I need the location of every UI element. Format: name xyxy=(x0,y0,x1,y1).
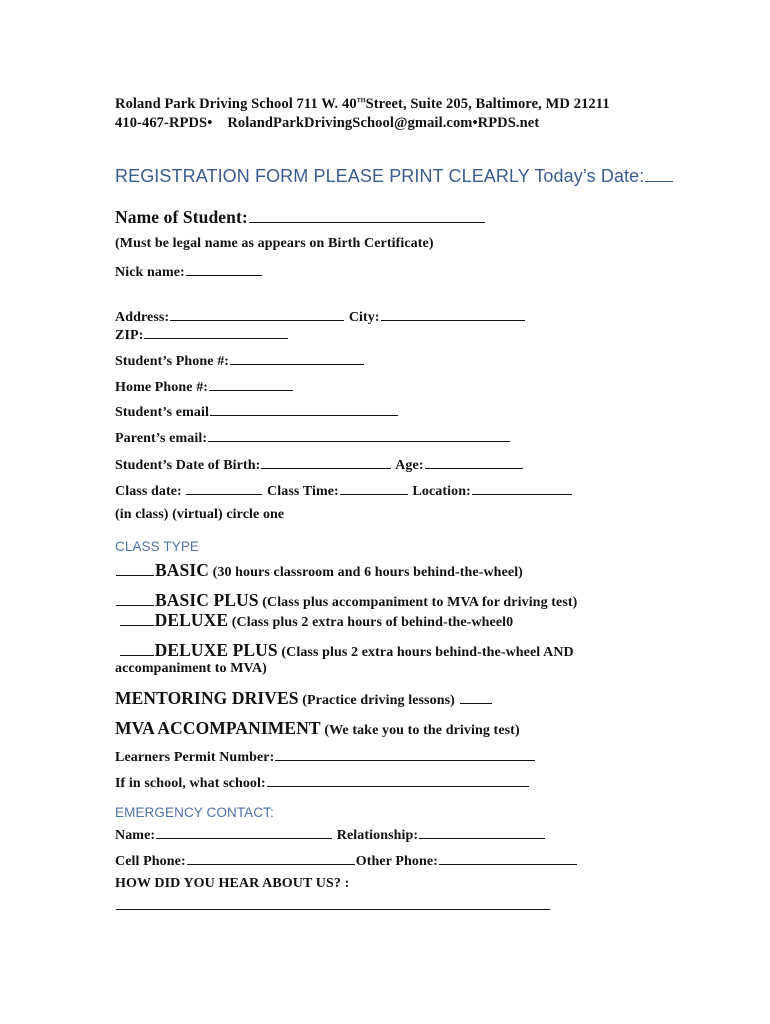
student-phone-blank[interactable] xyxy=(230,351,364,365)
class-type-heading: CLASS TYPE xyxy=(115,539,200,554)
mentoring-label: MENTORING DRIVES xyxy=(115,688,299,708)
location-blank[interactable] xyxy=(472,481,572,495)
address-blank[interactable] xyxy=(170,307,344,321)
location-label: Location: xyxy=(412,484,471,499)
class-schedule-row xyxy=(115,481,573,500)
address-row xyxy=(115,307,526,326)
zip-row xyxy=(115,325,289,344)
student-email-blank[interactable] xyxy=(210,402,398,416)
other-phone-label: Other Phone: xyxy=(355,854,438,869)
parent-email-blank[interactable] xyxy=(208,428,510,442)
option-basic xyxy=(115,560,523,581)
school-email-web: RolandParkDrivingSchool@gmail.com•RPDS.net xyxy=(227,115,540,131)
address-text: Roland Park Driving School 711 W. 40 xyxy=(115,96,357,112)
option-basic-plus xyxy=(115,590,577,611)
deluxe-plus-desc-cont: accompaniment to MVA) xyxy=(115,661,267,676)
zip-label: ZIP: xyxy=(115,328,144,343)
option-mva xyxy=(115,718,520,739)
other-phone-blank[interactable] xyxy=(439,851,577,865)
dob-row xyxy=(115,455,524,474)
cell-phone-blank[interactable] xyxy=(187,851,355,865)
basic-plus-desc: (Class plus accompaniment to MVA for driving test) xyxy=(262,595,578,610)
student-name-row xyxy=(115,207,486,228)
emergency-name-label: Name: xyxy=(115,828,156,843)
mentoring-blank[interactable] xyxy=(460,690,492,704)
cell-phone-label: Cell Phone: xyxy=(115,854,186,869)
school-row xyxy=(115,773,530,792)
nick-name-blank[interactable] xyxy=(186,262,262,276)
hear-about-us-row xyxy=(115,896,551,915)
address-superscript: TH xyxy=(356,98,366,105)
deluxe-plus-label: DELUXE PLUS xyxy=(154,640,278,660)
hear-about-us-label: HOW DID YOU HEAR ABOUT US? : xyxy=(115,876,350,891)
school-blank[interactable] xyxy=(267,773,529,787)
class-time-label: Class Time: xyxy=(267,484,339,499)
city-label: City: xyxy=(348,310,380,325)
todays-date-blank[interactable] xyxy=(645,168,673,182)
student-name-blank[interactable] xyxy=(249,209,485,223)
relationship-label: Relationship: xyxy=(336,828,419,843)
zip-blank[interactable] xyxy=(144,325,288,339)
option-deluxe-plus xyxy=(115,640,574,661)
deluxe-label: DELUXE xyxy=(154,610,229,630)
student-email-row xyxy=(115,402,399,421)
class-date-label: Class date: xyxy=(115,484,182,499)
address-street: Street, Suite 205, Baltimore, MD 21211 xyxy=(365,96,610,112)
option-mentoring xyxy=(115,688,493,709)
basic-plus-blank[interactable] xyxy=(116,592,154,606)
school-phone: 410-467-RPDS• xyxy=(115,115,213,131)
permit-blank[interactable] xyxy=(275,747,535,761)
mva-desc: (We take you to the driving test) xyxy=(324,723,520,738)
hear-about-us-blank[interactable] xyxy=(116,896,550,910)
student-email-label: Student’s email xyxy=(115,405,209,420)
dob-blank[interactable] xyxy=(261,455,391,469)
basic-blank[interactable] xyxy=(116,562,154,576)
school-label: If in school, what school: xyxy=(115,776,266,791)
class-mode-row: (in class) (virtual) circle one xyxy=(115,507,285,522)
basic-desc: (30 hours classroom and 6 hours behind-the-wheel) xyxy=(212,565,523,580)
form-title xyxy=(115,166,674,187)
parent-email-label: Parent’s email: xyxy=(115,431,208,446)
age-blank[interactable] xyxy=(425,455,523,469)
age-label: Age: xyxy=(395,458,424,473)
emergency-phone-row xyxy=(115,851,578,870)
nick-name-label: Nick name: xyxy=(115,265,185,280)
mva-label: MVA ACCOMPANIMENT xyxy=(115,718,321,738)
form-title-text: REGISTRATION FORM PLEASE PRINT CLEARLY Today’s Date: xyxy=(115,166,645,186)
emergency-name-blank[interactable] xyxy=(156,825,332,839)
nick-name-row xyxy=(115,262,263,281)
option-deluxe xyxy=(115,610,513,631)
basic-plus-label: BASIC PLUS xyxy=(155,590,259,610)
permit-row xyxy=(115,747,536,766)
deluxe-blank[interactable] xyxy=(120,612,154,626)
deluxe-desc: (Class plus 2 extra hours of behind-the-wheel0 xyxy=(231,615,514,630)
legal-name-note: (Must be legal name as appears on Birth Certificate) xyxy=(115,236,434,251)
address-label: Address: xyxy=(115,310,170,325)
city-blank[interactable] xyxy=(381,307,525,321)
school-address-line xyxy=(115,96,610,113)
student-phone-row xyxy=(115,351,365,370)
home-phone-row xyxy=(115,377,294,396)
parent-email-row xyxy=(115,428,511,447)
dob-label: Student’s Date of Birth: xyxy=(115,458,261,473)
student-name-label: Name of Student: xyxy=(115,207,248,227)
home-phone-blank[interactable] xyxy=(209,377,293,391)
mentoring-desc: (Practice driving lessons) xyxy=(302,693,455,708)
class-date-blank[interactable] xyxy=(186,481,262,495)
deluxe-plus-desc: (Class plus 2 extra hours behind-the-wheel AND xyxy=(281,645,574,660)
basic-label: BASIC xyxy=(155,560,209,580)
relationship-blank[interactable] xyxy=(419,825,545,839)
home-phone-label: Home Phone #: xyxy=(115,380,209,395)
class-time-blank[interactable] xyxy=(340,481,408,495)
student-phone-label: Student’s Phone #: xyxy=(115,354,230,369)
permit-label: Learners Permit Number: xyxy=(115,750,275,765)
school-contact-line xyxy=(115,115,539,132)
emergency-heading: EMERGENCY CONTACT: xyxy=(115,805,274,820)
deluxe-plus-blank[interactable] xyxy=(120,642,154,656)
emergency-name-row xyxy=(115,825,546,844)
